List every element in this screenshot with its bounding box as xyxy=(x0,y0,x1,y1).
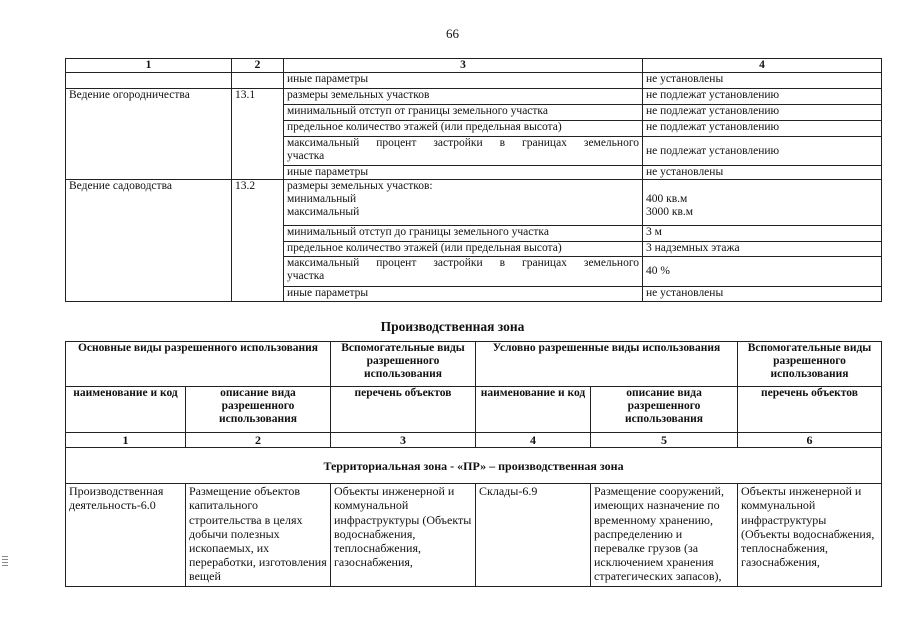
use-code-cell: 13.2 xyxy=(232,180,284,302)
table-row xyxy=(66,180,882,226)
parameter-cell: иные параметры xyxy=(284,287,643,302)
parameter-line: участка xyxy=(287,150,325,162)
group-header: Основные виды разрешенного использования xyxy=(66,342,331,387)
value-cell: не подлежат установлению xyxy=(643,121,882,137)
parameter-cell: иные параметры xyxy=(284,73,643,89)
column-number: 4 xyxy=(476,433,591,448)
zone-table xyxy=(65,341,882,587)
section-title: Производственная зона xyxy=(380,319,525,334)
column-header: 3 xyxy=(284,59,643,73)
sub-header: перечень объектов xyxy=(331,387,476,433)
parameter-cell: предельное количество этажей (или предельная высота) xyxy=(284,242,643,257)
value-cell: не подлежат установлению xyxy=(643,105,882,121)
group-header: Вспомогательные виды разрешенного использования xyxy=(331,342,476,387)
group-header: Условно разрешенные виды использования xyxy=(476,342,738,387)
sub-header: перечень объектов xyxy=(738,387,882,433)
table-row xyxy=(66,89,882,105)
value-cell: 3 надземных этажа xyxy=(643,242,882,257)
column-header: 1 xyxy=(66,59,232,73)
parameters-table xyxy=(65,58,882,302)
value-cell: не установлены xyxy=(643,73,882,89)
table-row xyxy=(66,484,882,587)
value-cell: не подлежат установлению xyxy=(643,89,882,105)
parameter-line: размеры земельных участков: xyxy=(287,180,433,192)
value-cell: 40 % xyxy=(643,257,882,287)
zone-title: Территориальная зона - «ПР» – производственная зона xyxy=(66,448,882,484)
group-header: Вспомогательные виды разрешенного использования xyxy=(738,342,882,387)
parameter-cell: предельное количество этажей (или предельная высота) xyxy=(284,121,643,137)
parameter-line: участка xyxy=(287,270,325,282)
scan-margin-mark xyxy=(2,556,8,568)
parameter-line: максимальный xyxy=(287,206,360,218)
value-cell xyxy=(643,180,882,226)
use-code-cell xyxy=(232,73,284,89)
column-header: 4 xyxy=(643,59,882,73)
parameter-line: максимальный процент застройки в границах земельного xyxy=(287,137,639,149)
use-name-cell: Склады-6.9 xyxy=(476,484,591,587)
parameter-cell xyxy=(284,180,643,226)
sub-header: наименование и код xyxy=(66,387,186,433)
column-header: 2 xyxy=(232,59,284,73)
sub-header: описание вида разрешенного использования xyxy=(591,387,738,433)
parameter-cell: размеры земельных участков xyxy=(284,89,643,105)
value-cell: не установлены xyxy=(643,166,882,180)
parameter-cell: минимальный отступ от границы земельного участка xyxy=(284,105,643,121)
use-name-cell: Ведение садоводства xyxy=(66,180,232,302)
use-name-cell: Производственная деятельность-6.0 xyxy=(66,484,186,587)
objects-list-cell: Объекты инженерной и коммунальной инфраструктуры (Объекты водоснабжения, теплоснабжения, газоснабжения, xyxy=(331,484,476,587)
column-number: 6 xyxy=(738,433,882,448)
column-number: 5 xyxy=(591,433,738,448)
value-cell: не подлежат установлению xyxy=(643,137,882,166)
column-number: 3 xyxy=(331,433,476,448)
column-number: 1 xyxy=(66,433,186,448)
use-description-cell: Размещение сооружений, имеющих назначение по временному хранению, распределению и перевалке грузов (за исключением хранения стратегических запасов), xyxy=(591,484,738,587)
value-line: 400 кв.м xyxy=(646,193,688,205)
parameter-line: минимальный xyxy=(287,193,357,205)
parameter-line: максимальный процент застройки в границах земельного xyxy=(287,257,639,269)
use-description-cell: Размещение объектов капитального строительства в целях добычи полезных ископаемых, их переработки, изготовления вещей xyxy=(186,484,331,587)
value-cell: не установлены xyxy=(643,287,882,302)
use-name-cell: Ведение огородничества xyxy=(66,89,232,180)
parameter-cell xyxy=(284,137,643,166)
parameter-cell: минимальный отступ до границы земельного участка xyxy=(284,226,643,242)
table-row xyxy=(66,73,882,89)
value-line: 3000 кв.м xyxy=(646,206,694,218)
value-cell: 3 м xyxy=(643,226,882,242)
parameter-cell: иные параметры xyxy=(284,166,643,180)
objects-list-cell: Объекты инженерной и коммунальной инфраструктуры (Объекты водоснабжения, теплоснабжения, газоснабжения, xyxy=(738,484,882,587)
page-number: 66 xyxy=(446,26,459,41)
use-name-cell xyxy=(66,73,232,89)
sub-header: наименование и код xyxy=(476,387,591,433)
column-number: 2 xyxy=(186,433,331,448)
sub-header: описание вида разрешенного использования xyxy=(186,387,331,433)
use-code-cell: 13.1 xyxy=(232,89,284,180)
parameter-cell xyxy=(284,257,643,287)
